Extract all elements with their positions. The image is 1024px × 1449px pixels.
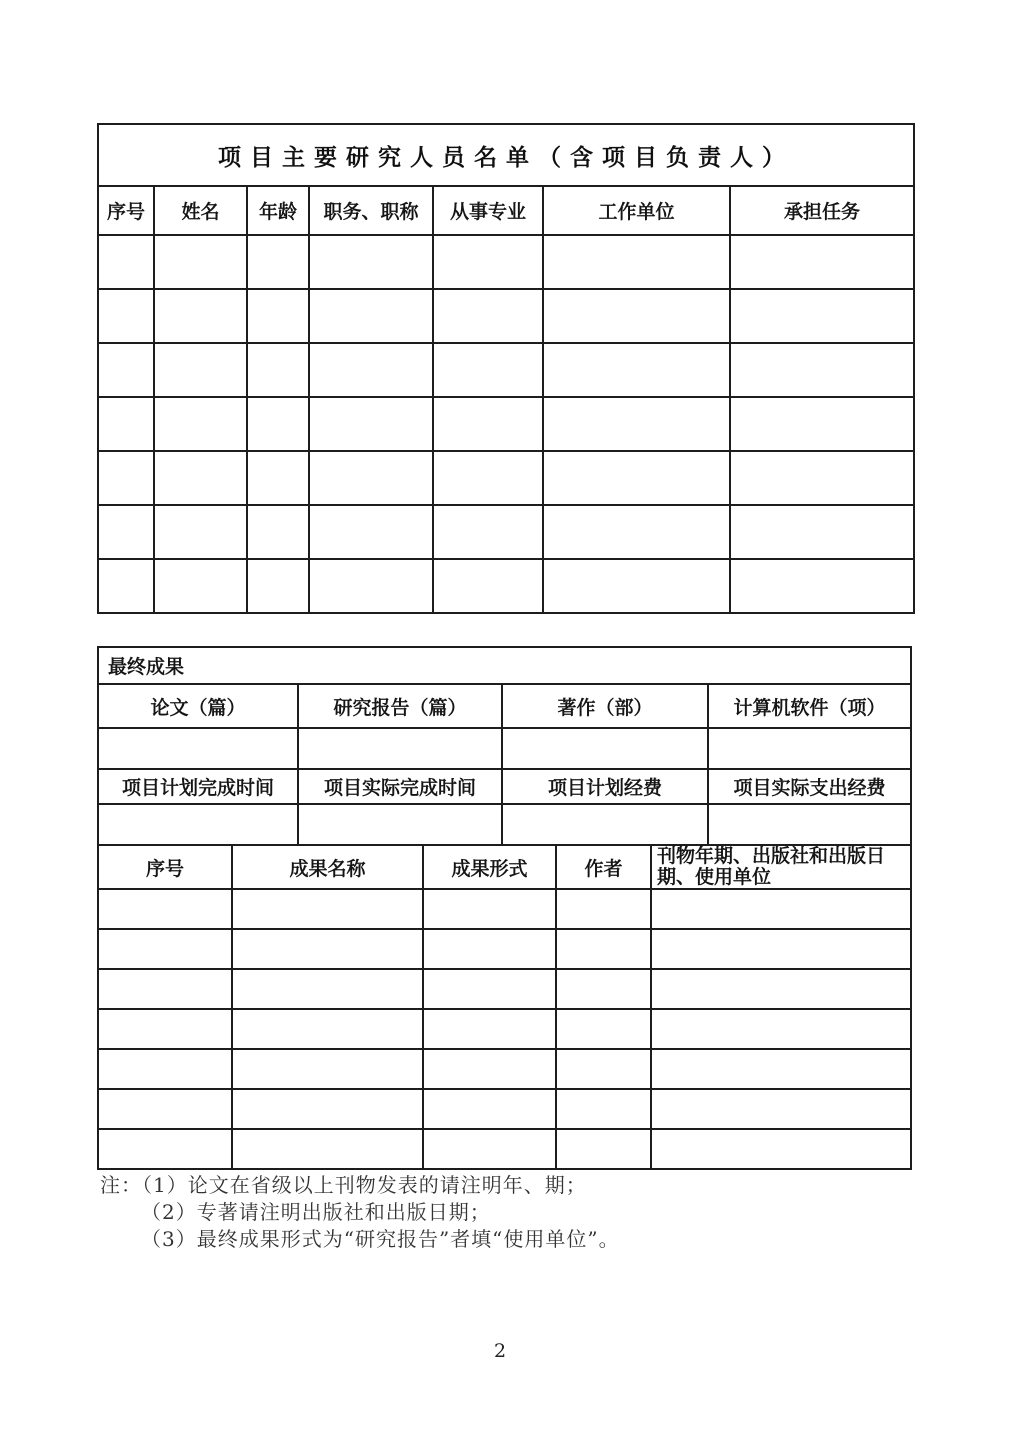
empty-cell [309, 397, 433, 451]
column-header-result-form: 成果形式 [424, 846, 557, 888]
results-empty-row [99, 1130, 910, 1168]
empty-cell [730, 235, 914, 289]
empty-cell [99, 970, 233, 1008]
empty-cell [154, 397, 247, 451]
empty-cell [709, 729, 910, 768]
empty-cell [652, 1130, 910, 1168]
empty-cell [730, 397, 914, 451]
footnotes [100, 1172, 620, 1253]
results-empty-row [99, 930, 910, 970]
empty-cell [154, 343, 247, 397]
personnel-empty-row [98, 343, 914, 397]
empty-cell [424, 1090, 557, 1128]
empty-cell [730, 289, 914, 343]
empty-cell [154, 451, 247, 505]
final-results-label: 最终成果 [108, 656, 185, 678]
empty-cell [247, 505, 309, 559]
empty-cell [709, 805, 910, 844]
results-counts-header-row [99, 685, 910, 729]
column-header-publication-info: 刊物年期、出版社和出版日期、使用单位 [657, 845, 886, 888]
empty-cell [299, 729, 503, 768]
empty-cell [503, 729, 709, 768]
empty-cell [233, 1010, 424, 1048]
footnote-line-2: （2）专著请注明出版社和出版日期； [141, 1200, 491, 1224]
footnote-prefix: 注： [100, 1173, 142, 1197]
personnel-table-title: 项目主要研究人员名单（含项目负责人） [98, 124, 914, 186]
empty-cell [433, 235, 543, 289]
empty-cell [424, 970, 557, 1008]
empty-cell [247, 397, 309, 451]
column-header-actual-completion-time: 项目实际完成时间 [299, 770, 503, 803]
empty-cell [247, 235, 309, 289]
empty-cell [557, 1090, 652, 1128]
empty-cell [652, 1050, 910, 1088]
empty-cell [433, 397, 543, 451]
empty-cell [99, 930, 233, 968]
empty-cell [433, 451, 543, 505]
empty-cell [309, 289, 433, 343]
empty-cell [557, 930, 652, 968]
empty-cell [543, 289, 730, 343]
empty-cell [424, 1050, 557, 1088]
page-number: 2 [493, 1340, 507, 1362]
empty-cell [154, 235, 247, 289]
results-empty-row [99, 1090, 910, 1130]
final-results-table [97, 646, 912, 1170]
column-header-result-name: 成果名称 [233, 846, 424, 888]
empty-cell [433, 289, 543, 343]
empty-cell [557, 890, 652, 928]
empty-cell [730, 451, 914, 505]
personnel-table-header-row [98, 186, 914, 235]
column-header-assigned-task: 承担任务 [730, 186, 914, 235]
personnel-empty-row [98, 235, 914, 289]
empty-cell [424, 930, 557, 968]
empty-cell [652, 1010, 910, 1048]
footnote-line-1 [100, 1172, 620, 1199]
empty-cell [154, 559, 247, 613]
column-header-name: 姓名 [154, 186, 247, 235]
empty-cell [433, 505, 543, 559]
empty-cell [543, 397, 730, 451]
empty-cell [557, 1130, 652, 1168]
empty-cell [543, 235, 730, 289]
empty-cell [424, 1010, 557, 1048]
empty-cell [98, 451, 154, 505]
column-header-serial-number: 序号 [98, 186, 154, 235]
footnote-text: （1）论文在省级以上刊物发表的请注明年、期； [142, 1173, 587, 1197]
empty-cell [98, 505, 154, 559]
column-header-research-reports: 研究报告（篇） [299, 685, 503, 727]
empty-cell [99, 729, 299, 768]
column-header-position-title: 职务、职称 [309, 186, 433, 235]
empty-cell [99, 890, 233, 928]
empty-cell [154, 289, 247, 343]
empty-cell [98, 559, 154, 613]
empty-cell [98, 235, 154, 289]
column-header-papers: 论文（篇） [99, 685, 299, 727]
time-budget-header-row [99, 770, 910, 805]
column-header-serial-number: 序号 [99, 846, 233, 888]
empty-cell [557, 970, 652, 1008]
empty-cell [233, 970, 424, 1008]
personnel-empty-row [98, 397, 914, 451]
empty-cell [99, 1010, 233, 1048]
empty-cell [543, 451, 730, 505]
time-budget-value-row [99, 805, 910, 846]
empty-cell [233, 1130, 424, 1168]
empty-cell [233, 930, 424, 968]
empty-cell [247, 343, 309, 397]
personnel-empty-row [98, 289, 914, 343]
empty-cell [557, 1010, 652, 1048]
empty-cell [424, 890, 557, 928]
empty-cell [299, 805, 503, 844]
empty-cell [503, 805, 709, 844]
column-header-planned-budget: 项目计划经费 [503, 770, 709, 803]
empty-cell [543, 505, 730, 559]
empty-cell [543, 343, 730, 397]
empty-cell [730, 505, 914, 559]
empty-cell [309, 451, 433, 505]
empty-cell [309, 559, 433, 613]
empty-cell [247, 559, 309, 613]
empty-cell [309, 235, 433, 289]
personnel-empty-row [98, 559, 914, 613]
empty-cell [98, 397, 154, 451]
column-header-planned-completion-time: 项目计划完成时间 [99, 770, 299, 803]
column-header-software: 计算机软件（项） [733, 696, 886, 719]
column-header-age: 年龄 [247, 186, 309, 235]
results-empty-row [99, 1050, 910, 1090]
empty-cell [99, 805, 299, 844]
empty-cell [98, 343, 154, 397]
empty-cell [557, 1050, 652, 1088]
empty-cell [652, 970, 910, 1008]
empty-cell [652, 1090, 910, 1128]
empty-cell [309, 505, 433, 559]
empty-cell [309, 343, 433, 397]
empty-cell [247, 289, 309, 343]
empty-cell [730, 559, 914, 613]
empty-cell [433, 343, 543, 397]
personnel-table [97, 123, 915, 614]
results-empty-row [99, 1010, 910, 1050]
column-header-monographs: 著作（部） [503, 685, 709, 727]
empty-cell [154, 505, 247, 559]
empty-cell [99, 1050, 233, 1088]
empty-cell [652, 890, 910, 928]
column-header-actual-expenditure: 项目实际支出经费 [733, 777, 886, 799]
results-empty-row [99, 970, 910, 1010]
column-header-specialty: 从事专业 [433, 186, 543, 235]
empty-cell [424, 1130, 557, 1168]
empty-cell [433, 559, 543, 613]
empty-cell [99, 1090, 233, 1128]
empty-cell [233, 890, 424, 928]
column-header-author: 作者 [557, 846, 652, 888]
empty-cell [233, 1050, 424, 1088]
empty-cell [652, 930, 910, 968]
final-results-label-row [99, 648, 910, 685]
column-header-work-unit: 工作单位 [543, 186, 730, 235]
results-list-header-row [99, 846, 910, 890]
empty-cell [98, 289, 154, 343]
empty-cell [730, 343, 914, 397]
empty-cell [543, 559, 730, 613]
results-empty-row [99, 890, 910, 930]
empty-cell [233, 1090, 424, 1128]
results-counts-value-row [99, 729, 910, 770]
personnel-empty-row [98, 505, 914, 559]
footnote-line-3: （3）最终成果形式为“研究报告”者填“使用单位”。 [141, 1227, 620, 1251]
empty-cell [247, 451, 309, 505]
personnel-empty-row [98, 451, 914, 505]
empty-cell [99, 1130, 233, 1168]
